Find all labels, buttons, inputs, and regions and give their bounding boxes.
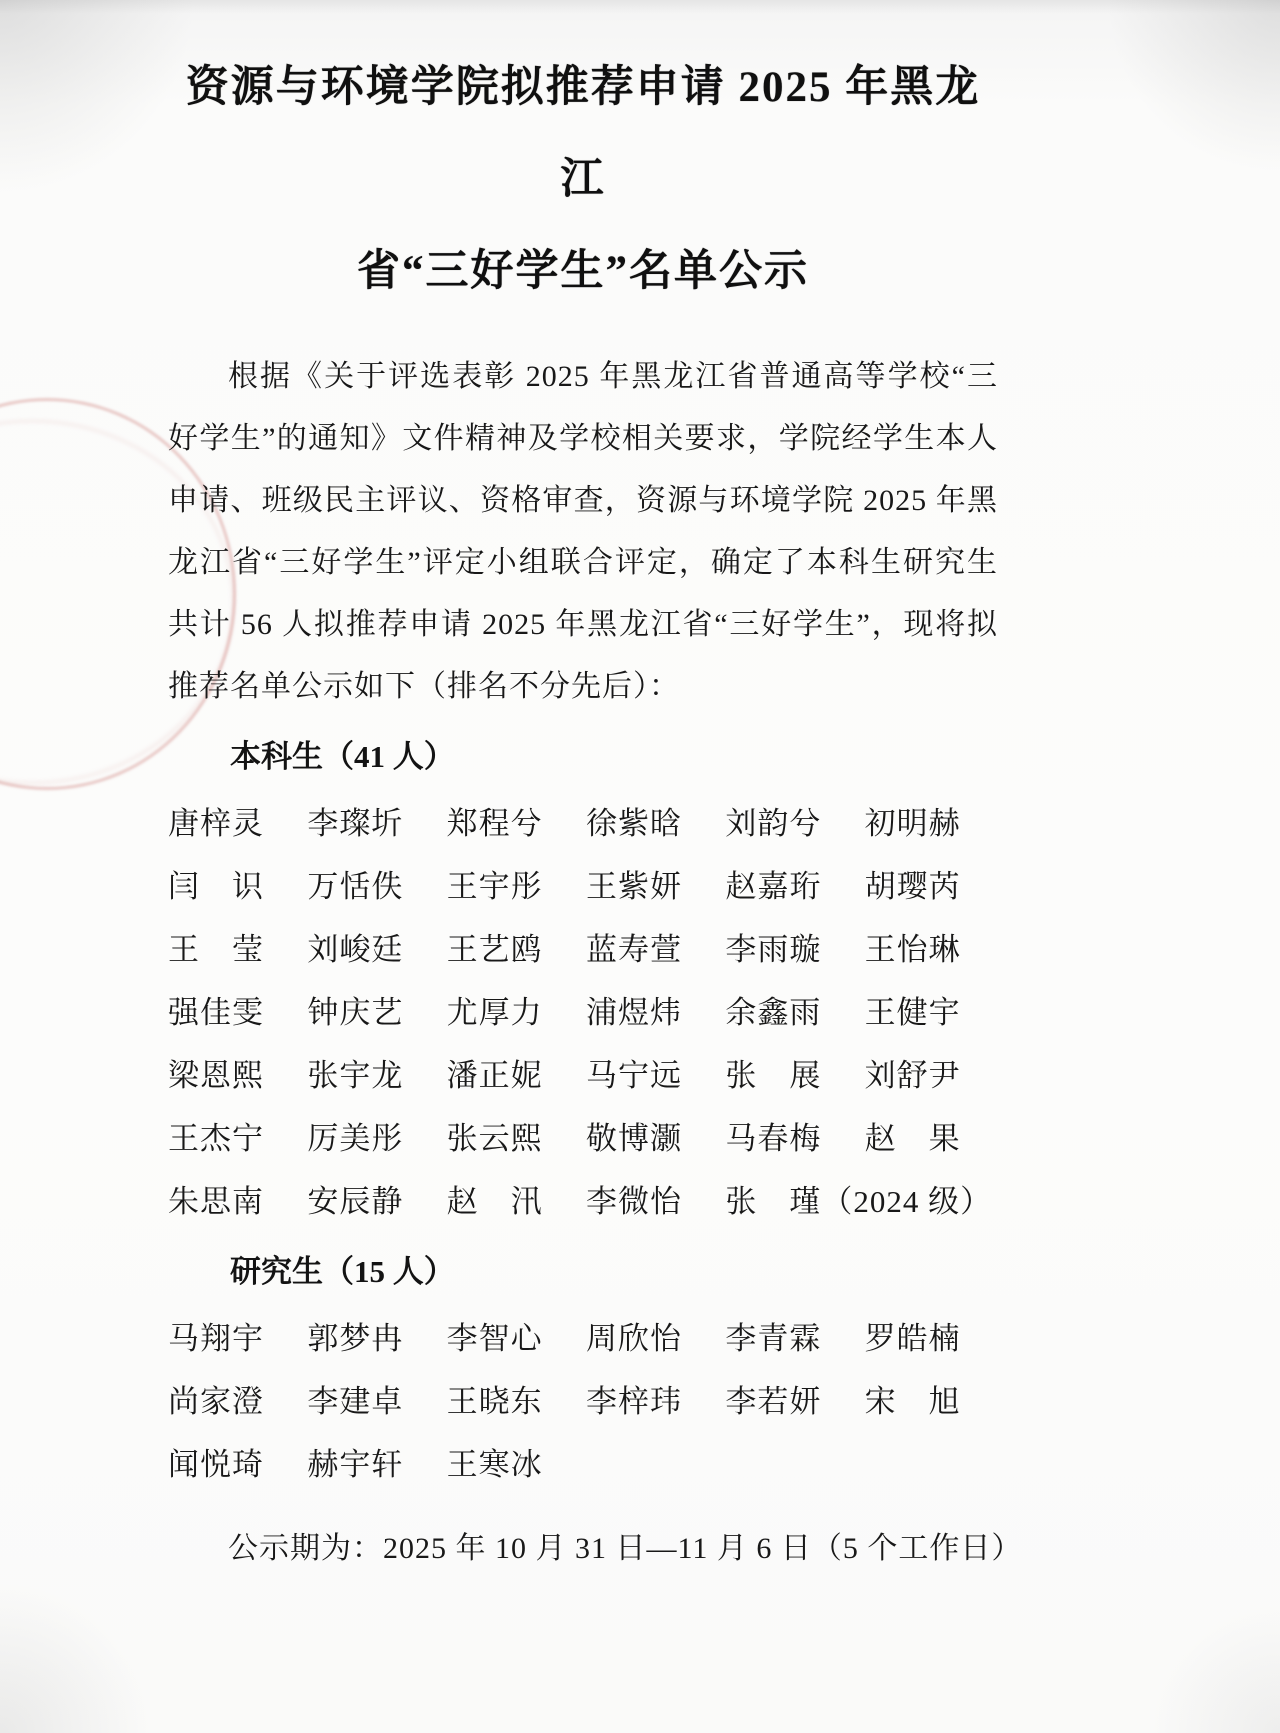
- student-name: 梁恩熙: [168, 1058, 264, 1093]
- body-paragraph: 根据《关于评选表彰 2025 年黑龙江省普通高等学校“三好学生”的通知》文件精神及学校相关要求，学院经学生本人申请、班级民主评议、资格审查，资源与环境学院 2025 年黑龙江省“三好学生”评定小组联合评定，确定了本科生研究生共计 56 人拟推荐申请 2025 年黑龙江省“三好学生”，现将拟推荐名单公示如下（排名不分先后）：: [168, 360, 998, 703]
- student-name: 马春梅: [725, 1121, 822, 1156]
- student-name: 刘舒尹: [864, 1058, 961, 1093]
- student-name: 宋 旭: [864, 1384, 961, 1419]
- student-name: 朱思南: [168, 1184, 264, 1219]
- student-name: 张 展: [725, 1058, 822, 1093]
- student-name: 初明赫: [864, 806, 961, 841]
- student-name: 赵 果: [864, 1121, 961, 1156]
- student-name: 安辰静: [307, 1184, 404, 1219]
- student-name: 胡璎芮: [864, 869, 961, 904]
- student-name: 李智心: [446, 1321, 543, 1356]
- student-name: 王紫妍: [585, 869, 682, 904]
- student-name: 尤厚力: [446, 995, 543, 1030]
- student-name: 强佳雯: [168, 995, 264, 1030]
- title-line-2: 省“三好学生”名单公示: [357, 248, 809, 295]
- student-name: 郑程兮: [446, 806, 543, 841]
- student-name: 王宇彤: [446, 869, 543, 904]
- student-name: 李建卓: [307, 1384, 404, 1419]
- student-name: 张 瑾（2024 级）: [725, 1184, 993, 1219]
- student-name: 王杰宁: [168, 1121, 264, 1156]
- student-name: 王怡琳: [864, 932, 961, 967]
- document-content: [168, 0, 1023, 1580]
- student-name: 李雨璇: [725, 932, 822, 967]
- student-name: 赵嘉珩: [725, 869, 822, 904]
- student-name: 王艺鸥: [446, 932, 543, 967]
- student-name: 余鑫雨: [725, 995, 822, 1030]
- student-name: 浦煜炜: [585, 995, 682, 1030]
- student-name: 李若妍: [725, 1384, 822, 1419]
- publicity-period-line: 公示期为：2025 年 10 月 31 日—11 月 6 日（5 个工作日）: [228, 1532, 1023, 1565]
- student-name: 敬博灏: [585, 1121, 682, 1156]
- student-name: 徐紫晗: [585, 806, 682, 841]
- student-name: 王晓东: [446, 1384, 543, 1419]
- student-name: 郭梦冉: [307, 1321, 404, 1356]
- student-name: 李青霖: [725, 1321, 822, 1356]
- student-name: 李微怡: [585, 1184, 682, 1219]
- student-name: 刘韵兮: [725, 806, 822, 841]
- student-name: 李梓玮: [585, 1384, 682, 1419]
- student-name: 王寒冰: [446, 1447, 543, 1482]
- student-name: 马宁远: [585, 1058, 682, 1093]
- student-name: 钟庆艺: [307, 995, 404, 1030]
- student-name: 蓝寿萱: [585, 932, 682, 967]
- student-name: 刘峻廷: [307, 932, 404, 967]
- student-name: 周欣怡: [585, 1321, 682, 1356]
- grad-name-list: [168, 1307, 998, 1496]
- student-name: 唐梓灵: [168, 806, 264, 841]
- student-name: 王健宇: [864, 995, 961, 1030]
- undergrad-name-list: [168, 792, 998, 1233]
- student-name: 马翔宇: [168, 1321, 264, 1356]
- student-name: 厉美彤: [307, 1121, 404, 1156]
- student-name: 潘正妮: [446, 1058, 543, 1093]
- student-name: 张宇龙: [307, 1058, 404, 1093]
- student-name: 王 莹: [168, 932, 264, 967]
- student-name: 赵 汛: [446, 1184, 543, 1219]
- student-name: 罗皓楠: [864, 1321, 961, 1356]
- student-name: 闫 识: [168, 869, 264, 904]
- undergrad-section-heading: 本科生（41 人）: [230, 739, 455, 774]
- student-name: 万恬佚: [307, 869, 404, 904]
- student-name: 李璨圻: [307, 806, 404, 841]
- student-name: 张云熙: [446, 1121, 543, 1156]
- student-name: 闻悦琦: [168, 1447, 264, 1482]
- grad-section-heading: 研究生（15 人）: [230, 1254, 455, 1289]
- title-line-1: 资源与环境学院拟推荐申请 2025 年黑龙江: [185, 64, 981, 203]
- student-name: 赫宇轩: [307, 1447, 404, 1482]
- document-title: [168, 42, 998, 318]
- student-name: 尚家澄: [168, 1384, 264, 1419]
